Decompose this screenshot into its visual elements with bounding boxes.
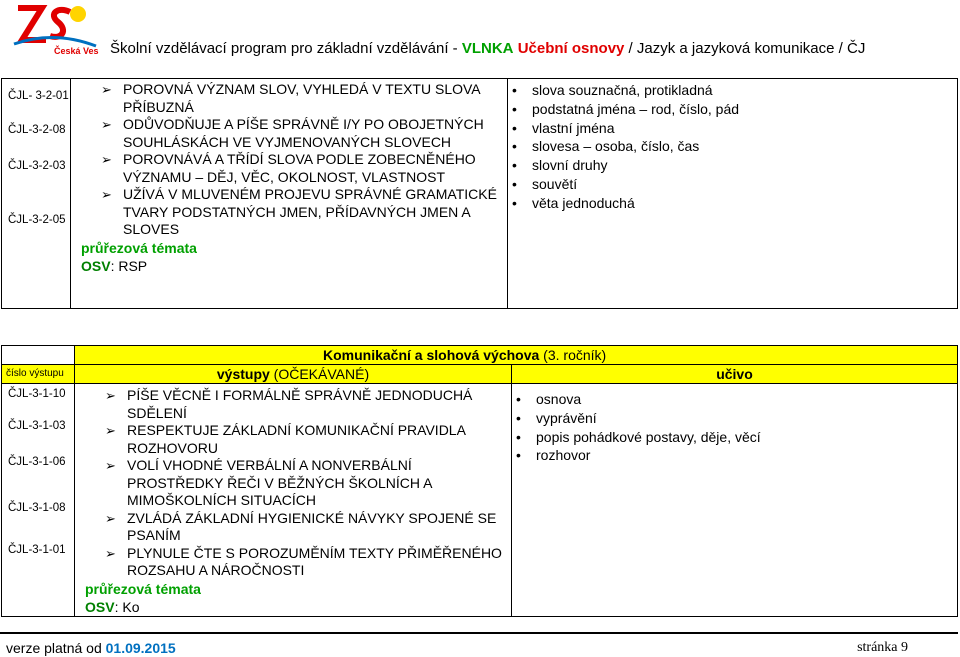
page-footer (0, 632, 958, 656)
output-code: ČJL-3-1-03 (8, 420, 66, 432)
curriculum-item: • rozhovor (512, 446, 957, 465)
output-item: ➢ POROVNÁVÁ A TŘÍDÍ SLOVA PODLE ZOBECNĚNÉHO VÝZNAMU – DĚJ, VĚC, OKOLNOST, VLASTNOST (71, 151, 507, 186)
osv-label: OSV (81, 257, 111, 274)
col-header-outputs-suffix: (OČEKÁVANÉ) (269, 366, 370, 382)
outcomes-table-2 (1, 345, 958, 617)
program-name: VLNKA (461, 40, 514, 57)
output-item: ➢ ZVLÁDÁ ZÁKLADNÍ HYGIENICKÉ NÁVYKY SPOJENÉ SE PSANÍM (75, 510, 511, 545)
curriculum-item: • věta jednoduchá (508, 194, 957, 213)
output-code: ČJL- 3-2-01 (8, 90, 69, 102)
cross-topics-label: průřezová témata (85, 580, 201, 597)
logo-subtitle: Česká Ves (54, 46, 99, 56)
school-logo (8, 0, 100, 58)
outputs-column (71, 79, 508, 309)
cross-topics-label: průřezová témata (81, 239, 197, 256)
output-item: ➢ UŽÍVÁ V MLUVENÉM PROJEVU SPRÁVNÉ GRAMATICKÉ TVARY PODSTATNÝCH JMEN, PŘÍDAVNÝCH JMEN A SLOVES (71, 186, 507, 239)
output-code: ČJL-3-1-06 (8, 456, 66, 468)
section-title (75, 346, 958, 365)
section-name: Učební osnovy (517, 40, 625, 57)
output-item: ➢ PLYNULE ČTE S POROZUMĚNÍM TEXTY PŘIMĚŘENÉHO ROZSAHU A NÁROČNOSTI (75, 545, 511, 580)
section-grade: (3. ročník) (539, 347, 607, 363)
col-header-outputs-text: výstupy (216, 366, 270, 382)
output-item: ➢ VOLÍ VHODNÉ VERBÁLNÍ A NONVERBÁLNÍ PROSTŘEDKY ŘEČI V BĚŽNÝCH ŠKOLNÍCH A MIMOŠKOLNÍCH SITUACÍCH (75, 457, 511, 510)
curriculum-item: • podstatná jména – rod, číslo, pád (508, 100, 957, 119)
output-code: ČJL-3-1-08 (8, 502, 66, 514)
output-item: ➢ POROVNÁ VÝZNAM SLOV, VYHLEDÁ V TEXTU SLOVA PŘÍBUZNÁ (71, 81, 507, 116)
osv-line (71, 257, 507, 275)
logo-text: ZŠ (10, 30, 12, 31)
outputs-column (75, 384, 512, 617)
code-column (2, 79, 71, 309)
output-code: ČJL-3-2-08 (8, 124, 66, 136)
osv-value: : RSP (110, 257, 148, 274)
section-title-text: Komunikační a slohová výchova (323, 347, 540, 363)
page-number: stránka 9 (857, 640, 908, 655)
curriculum-item: • slovesa – osoba, číslo, čas (508, 137, 957, 156)
curriculum-item: • vyprávění (512, 409, 957, 428)
page-header (110, 40, 865, 57)
osv-label: OSV (85, 598, 115, 615)
osv-line (75, 598, 511, 616)
output-code: ČJL-3-1-10 (8, 388, 66, 400)
code-column (2, 384, 75, 617)
curriculum-column (512, 384, 958, 617)
curriculum-item: • popis pohádkové postavy, děje, věcí (512, 428, 957, 447)
version-label: verze platná od (6, 640, 106, 656)
version-date: 01.09.2015 (105, 640, 176, 656)
outcomes-table-1 (1, 78, 958, 309)
curriculum-item: • souvětí (508, 175, 957, 194)
col-header-code: číslo výstupu (2, 365, 75, 384)
osv-value: : Ko (114, 598, 140, 615)
output-code: ČJL-3-1-01 (8, 544, 66, 556)
curriculum-item: • vlastní jména (508, 119, 957, 138)
output-item: ➢ PÍŠE VĚCNĚ I FORMÁLNĚ SPRÁVNĚ JEDNODUCHÁ SDĚLENÍ (75, 387, 511, 422)
version-info (6, 640, 176, 656)
curriculum-item: • osnova (512, 390, 957, 409)
program-text: Školní vzdělávací program pro základní vzdělávání - (110, 40, 462, 57)
col-header-outputs (75, 365, 512, 384)
col-header-curriculum: učivo (512, 365, 958, 384)
output-code: ČJL-3-2-03 (8, 160, 66, 172)
output-item: ➢ ODŮVODŇUJE A PÍŠE SPRÁVNĚ I/Y PO OBOJETNÝCH SOUHLÁSKÁCH VE VYJMENOVANÝCH SLOVECH (71, 116, 507, 151)
curriculum-item: • slova souznačná, protikladná (508, 81, 957, 100)
curriculum-item: • slovní druhy (508, 156, 957, 175)
subject-path: / Jazyk a jazyková komunikace / ČJ (624, 40, 866, 57)
output-code: ČJL-3-2-05 (8, 214, 66, 226)
output-item: ➢ RESPEKTUJE ZÁKLADNÍ KOMUNIKAČNÍ PRAVIDLA ROZHOVORU (75, 422, 511, 457)
curriculum-column (508, 79, 958, 309)
